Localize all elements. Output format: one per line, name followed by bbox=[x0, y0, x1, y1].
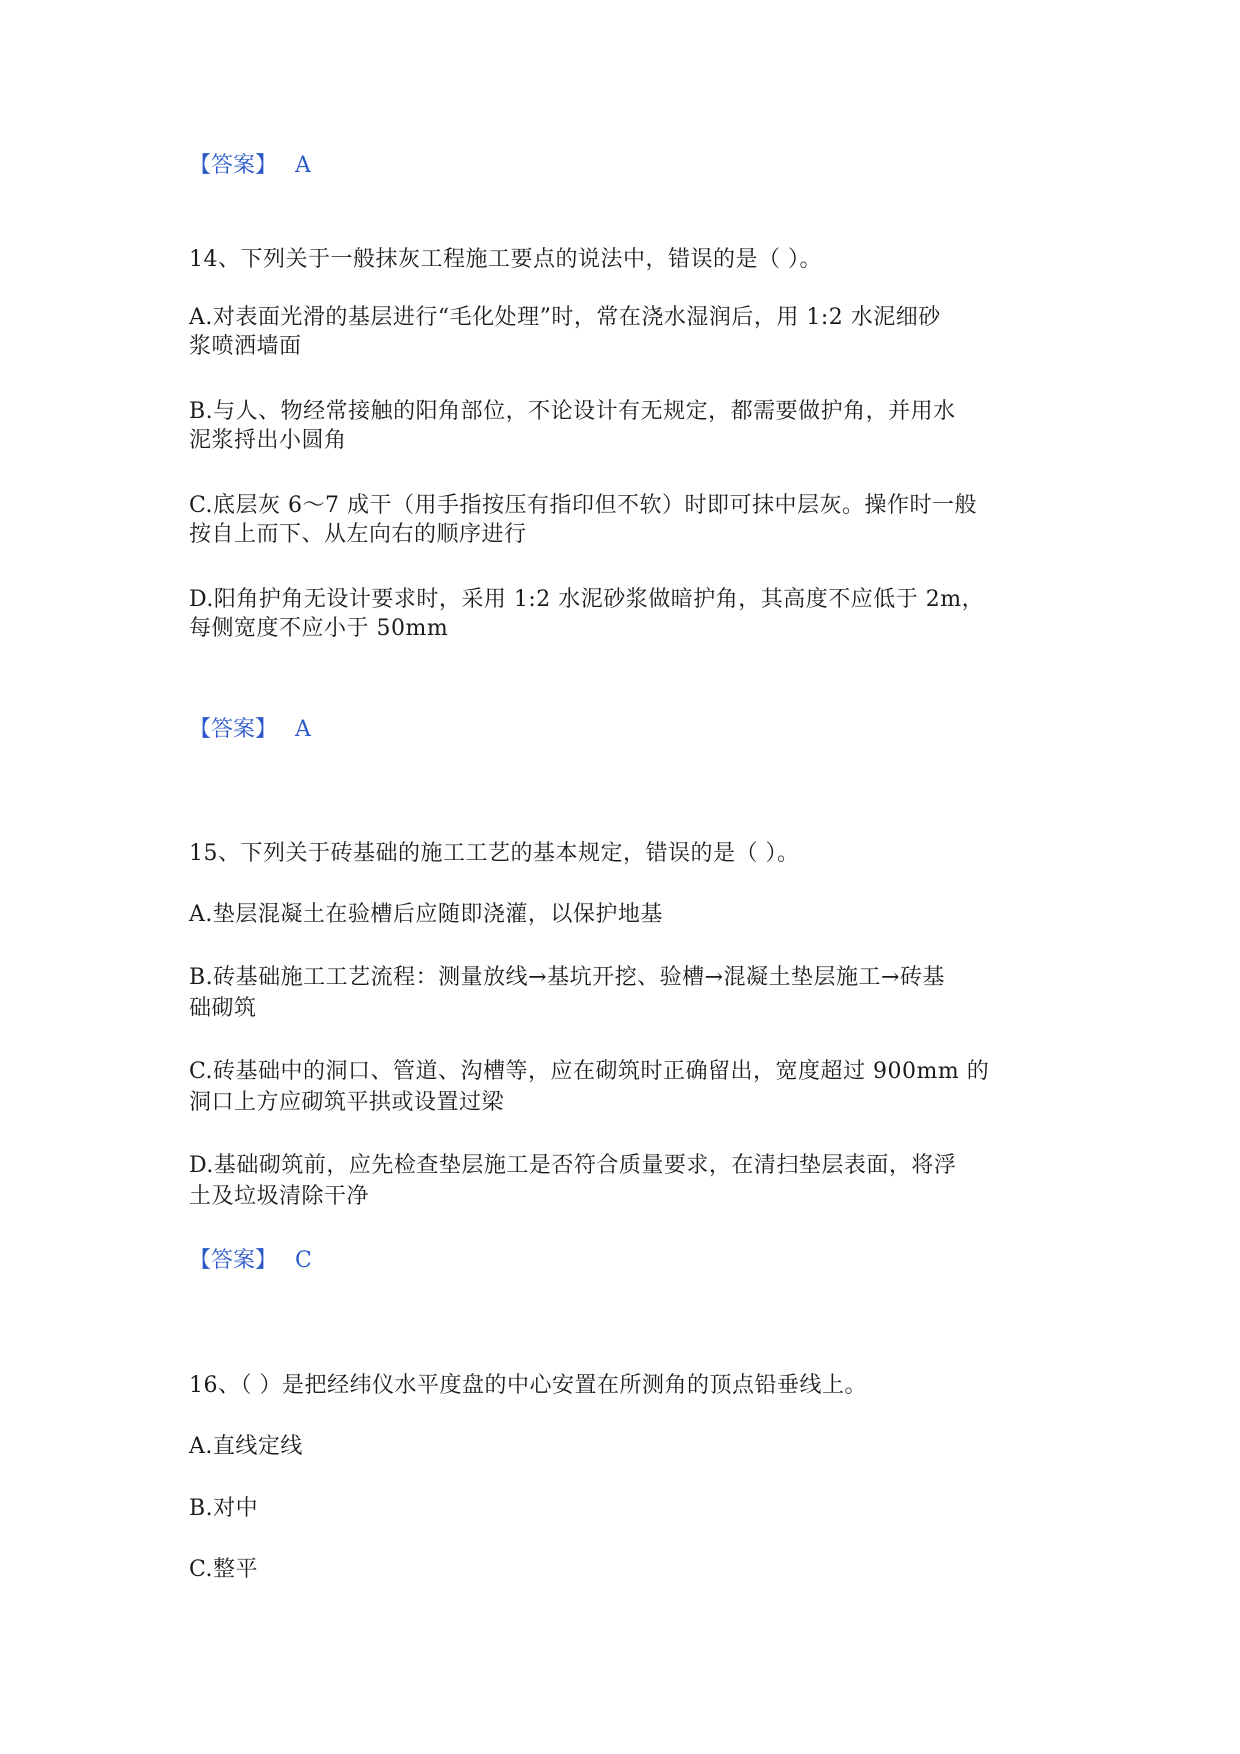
question-16-option-b-line1: B.对中 bbox=[189, 1496, 259, 1521]
question-15-option-c-line1: C.砖基础中的洞口、管道、沟槽等，应在砌筑时正确留出，宽度超过 900mm 的 bbox=[189, 1059, 990, 1084]
question-16-option-a-line1: A.直线定线 bbox=[189, 1434, 303, 1459]
question-14-option-c-line2: 按自上而下、从左向右的顺序进行 bbox=[189, 522, 527, 547]
question-14-option-d-line1: D.阳角护角无设计要求时，采用 1:2 水泥砂浆做暗护角，其高度不应低于 2m， bbox=[189, 587, 985, 612]
question-15-option-c-line2: 洞口上方应砌筑平拱或设置过梁 bbox=[189, 1090, 505, 1115]
question-14-option-c-line1: C.底层灰 6～7 成干（用手指按压有指印但不软）时即可抹中层灰。操作时一般 bbox=[189, 493, 978, 518]
question-14-option-b-line2: 泥浆捋出小圆角 bbox=[189, 428, 347, 453]
question-15-option-d-line1: D.基础砌筑前，应先检查垫层施工是否符合质量要求，在清扫垫层表面，将浮 bbox=[189, 1153, 957, 1178]
answer-value: A bbox=[295, 717, 311, 742]
question-15-option-a-line1: A.垫层混凝土在验槽后应随即浇灌，以保护地基 bbox=[189, 902, 663, 927]
question-14-option-b-line1: B.与人、物经常接触的阳角部位，不论设计有无规定，都需要做护角，并用水 bbox=[189, 399, 956, 424]
question-14-option-a-line2: 浆喷洒墙面 bbox=[189, 334, 302, 359]
answer-15 bbox=[189, 1245, 312, 1277]
question-15-option-d-line2: 土及垃圾清除干净 bbox=[189, 1184, 370, 1209]
question-16-option-c-line1: C.整平 bbox=[189, 1557, 259, 1582]
answer-tag: 【答案】 bbox=[189, 717, 278, 742]
answer-value: A bbox=[295, 153, 311, 178]
answer-tag: 【答案】 bbox=[189, 153, 278, 178]
question-15-option-b-line2: 础砌筑 bbox=[189, 996, 257, 1021]
answer-value: C bbox=[295, 1248, 312, 1273]
question-14-option-d-line2: 每侧宽度不应小于 50mm bbox=[189, 616, 449, 641]
question-15-stem: 15、下列关于砖基础的施工工艺的基本规定，错误的是（ ）。 bbox=[189, 841, 800, 866]
answer-14 bbox=[189, 714, 311, 746]
question-16-stem: 16、（ ）是把经纬仪水平度盘的中心安置在所测角的顶点铅垂线上。 bbox=[189, 1373, 867, 1398]
answer-tag: 【答案】 bbox=[189, 1248, 278, 1273]
question-14-option-a-line1: A.对表面光滑的基层进行“毛化处理”时，常在浇水湿润后，用 1:2 水泥细砂 bbox=[189, 305, 941, 330]
question-14-stem: 14、下列关于一般抹灰工程施工要点的说法中，错误的是（ ）。 bbox=[189, 247, 822, 272]
answer-13 bbox=[189, 150, 311, 182]
question-15-option-b-line1: B.砖基础施工工艺流程：测量放线→基坑开挖、验槽→混凝土垫层施工→砖基 bbox=[189, 965, 945, 990]
